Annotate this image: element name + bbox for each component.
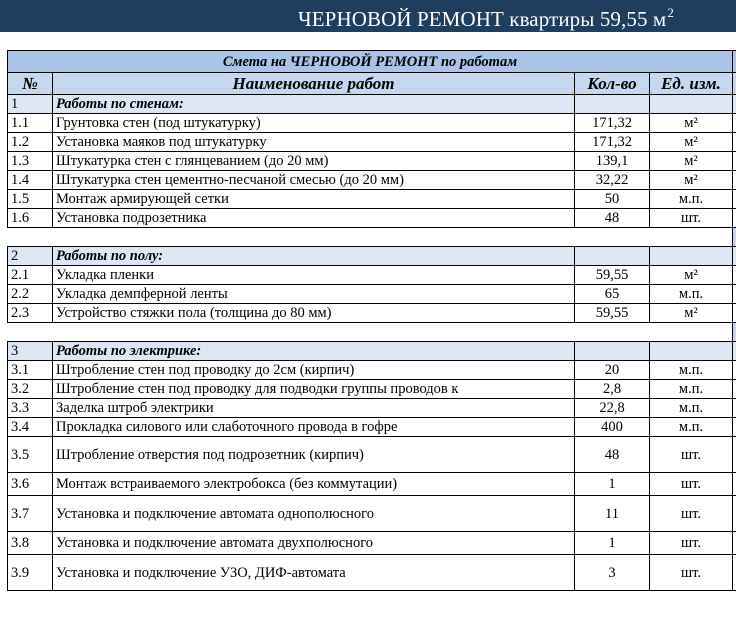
unit: шт. xyxy=(650,532,733,555)
unit: м² xyxy=(650,266,733,285)
work-name: Устройство стяжки пола (толщина до 80 мм) xyxy=(53,304,575,323)
row-number: 2.3 xyxy=(8,304,53,323)
header-row xyxy=(8,73,736,95)
section-qty-cell xyxy=(575,247,650,266)
row-number: 2.1 xyxy=(8,266,53,285)
extra-cell xyxy=(733,399,736,418)
work-name: Прокладка силового или слаботочного провода в гофре xyxy=(53,418,575,437)
extra-cell xyxy=(733,473,736,496)
section-row xyxy=(8,247,736,266)
spacer-cell xyxy=(575,228,650,247)
row-number: 3.2 xyxy=(8,380,53,399)
table-row xyxy=(8,285,736,304)
row-number: 3.6 xyxy=(8,473,53,496)
table-row xyxy=(8,418,736,437)
quantity: 48 xyxy=(575,209,650,228)
spacer-cell xyxy=(53,228,575,247)
spacer-cell xyxy=(733,323,736,342)
extra-cell xyxy=(733,532,736,555)
unit: шт. xyxy=(650,473,733,496)
col-qty-header: Кол-во xyxy=(575,73,650,95)
col-num-header: № xyxy=(8,73,53,95)
table-caption: Смета на ЧЕРНОВОЙ РЕМОНТ по работам xyxy=(8,51,733,73)
spacer-cell xyxy=(575,323,650,342)
extra-cell xyxy=(733,285,736,304)
work-name: Монтаж встраиваемого электробокса (без коммутации) xyxy=(53,473,575,496)
work-name: Штробление стен под проводку до 2см (кирпич) xyxy=(53,361,575,380)
row-number: 1.4 xyxy=(8,171,53,190)
quantity: 59,55 xyxy=(575,266,650,285)
unit: м² xyxy=(650,304,733,323)
work-name: Установка маяков под штукатурку xyxy=(53,133,575,152)
quantity: 11 xyxy=(575,496,650,532)
work-name: Заделка штроб электрики xyxy=(53,399,575,418)
row-number: 3.3 xyxy=(8,399,53,418)
extra-cell xyxy=(733,304,736,323)
row-number: 3.7 xyxy=(8,496,53,532)
table-row xyxy=(8,152,736,171)
work-name: Грунтовка стен (под штукатурку) xyxy=(53,114,575,133)
table-row xyxy=(8,209,736,228)
quantity: 50 xyxy=(575,190,650,209)
quantity: 65 xyxy=(575,285,650,304)
unit: м² xyxy=(650,114,733,133)
unit: м.п. xyxy=(650,399,733,418)
row-number: 3.9 xyxy=(8,555,53,591)
quantity: 48 xyxy=(575,437,650,473)
section-extra-cell xyxy=(733,342,736,361)
row-number: 3.4 xyxy=(8,418,53,437)
work-name: Штукатурка стен с глянцеванием (до 20 мм) xyxy=(53,152,575,171)
unit: м.п. xyxy=(650,418,733,437)
spacer-cell xyxy=(8,323,53,342)
row-number: 1.1 xyxy=(8,114,53,133)
table-row xyxy=(8,473,736,496)
table-row xyxy=(8,399,736,418)
extra-cell xyxy=(733,209,736,228)
table-row xyxy=(8,266,736,285)
extra-cell xyxy=(733,133,736,152)
unit: м.п. xyxy=(650,190,733,209)
unit: м² xyxy=(650,133,733,152)
spacer-cell xyxy=(8,228,53,247)
quantity: 400 xyxy=(575,418,650,437)
work-name: Монтаж армирующей сетки xyxy=(53,190,575,209)
quantity: 22,8 xyxy=(575,399,650,418)
row-number: 3.8 xyxy=(8,532,53,555)
unit: шт. xyxy=(650,209,733,228)
unit: м.п. xyxy=(650,285,733,304)
table-row xyxy=(8,171,736,190)
row-number: 1.2 xyxy=(8,133,53,152)
extra-cell xyxy=(733,171,736,190)
unit: м² xyxy=(650,152,733,171)
extra-cell xyxy=(733,266,736,285)
row-number: 3.5 xyxy=(8,437,53,473)
unit: шт. xyxy=(650,437,733,473)
spacer-cell xyxy=(650,228,733,247)
section-unit-cell xyxy=(650,247,733,266)
quantity: 3 xyxy=(575,555,650,591)
section-unit-cell xyxy=(650,95,733,114)
work-name: Установка и подключение автомата двухполюсного xyxy=(53,532,575,555)
section-number: 2 xyxy=(8,247,53,266)
section-qty-cell xyxy=(575,95,650,114)
page-title: ЧЕРНОВОЙ РЕМОНТ квартиры 59,55 $м^2$ xyxy=(298,5,674,31)
row-number: 1.5 xyxy=(8,190,53,209)
spacer-cell xyxy=(53,323,575,342)
table-row xyxy=(8,133,736,152)
section-title: Работы по электрике: xyxy=(53,342,575,361)
work-name: Установка и подключение УЗО, ДИФ-автомата xyxy=(53,555,575,591)
table-row xyxy=(8,496,736,532)
unit: шт. xyxy=(650,555,733,591)
section-extra-cell xyxy=(733,247,736,266)
spacer-row xyxy=(8,323,736,342)
unit: м.п. xyxy=(650,380,733,399)
work-name: Укладка демпферной ленты xyxy=(53,285,575,304)
title-banner xyxy=(0,0,736,32)
section-qty-cell xyxy=(575,342,650,361)
quantity: 1 xyxy=(575,532,650,555)
estimate-table xyxy=(7,50,736,591)
extra-cell xyxy=(733,361,736,380)
spacer-cell xyxy=(650,323,733,342)
section-number: 1 xyxy=(8,95,53,114)
table-row xyxy=(8,532,736,555)
row-number: 2.2 xyxy=(8,285,53,304)
row-number: 1.6 xyxy=(8,209,53,228)
work-name: Укладка пленки xyxy=(53,266,575,285)
extra-cell xyxy=(733,152,736,171)
extra-cell xyxy=(733,437,736,473)
section-number: 3 xyxy=(8,342,53,361)
quantity: 32,22 xyxy=(575,171,650,190)
extra-cell xyxy=(733,496,736,532)
quantity: 20 xyxy=(575,361,650,380)
table-row xyxy=(8,555,736,591)
table-row xyxy=(8,437,736,473)
work-name: Установка подрозетника xyxy=(53,209,575,228)
row-number: 3.1 xyxy=(8,361,53,380)
table-row xyxy=(8,114,736,133)
table-row xyxy=(8,190,736,209)
quantity: 139,1 xyxy=(575,152,650,171)
row-number: 1.3 xyxy=(8,152,53,171)
section-unit-cell xyxy=(650,342,733,361)
work-name: Штробление стен под проводку для подводки группы проводов к xyxy=(53,380,575,399)
quantity: 171,32 xyxy=(575,133,650,152)
work-name: Штукатурка стен цементно-песчаной смесью (до 20 мм) xyxy=(53,171,575,190)
extra-cell xyxy=(733,190,736,209)
section-title: Работы по стенам: xyxy=(53,95,575,114)
section-title: Работы по полу: xyxy=(53,247,575,266)
unit: м.п. xyxy=(650,361,733,380)
table-row xyxy=(8,361,736,380)
work-name: Установка и подключение автомата однополюсного xyxy=(53,496,575,532)
spacer-row xyxy=(8,228,736,247)
extra-cell xyxy=(733,380,736,399)
quantity: 59,55 xyxy=(575,304,650,323)
unit: шт. xyxy=(650,496,733,532)
unit: м² xyxy=(650,171,733,190)
col-name-header: Наименование работ xyxy=(53,73,575,95)
work-name: Штробление отверстия под подрозетник (кирпич) xyxy=(53,437,575,473)
section-extra-cell xyxy=(733,95,736,114)
quantity: 2,8 xyxy=(575,380,650,399)
col-unit-header: Ед. изм. xyxy=(650,73,733,95)
section-row xyxy=(8,342,736,361)
quantity: 171,32 xyxy=(575,114,650,133)
extra-cell xyxy=(733,555,736,591)
table-row xyxy=(8,304,736,323)
table-caption-row xyxy=(8,51,736,73)
spacer-cell xyxy=(733,228,736,247)
extra-cell xyxy=(733,418,736,437)
extra-cell xyxy=(733,114,736,133)
section-row xyxy=(8,95,736,114)
quantity: 1 xyxy=(575,473,650,496)
table-row xyxy=(8,380,736,399)
